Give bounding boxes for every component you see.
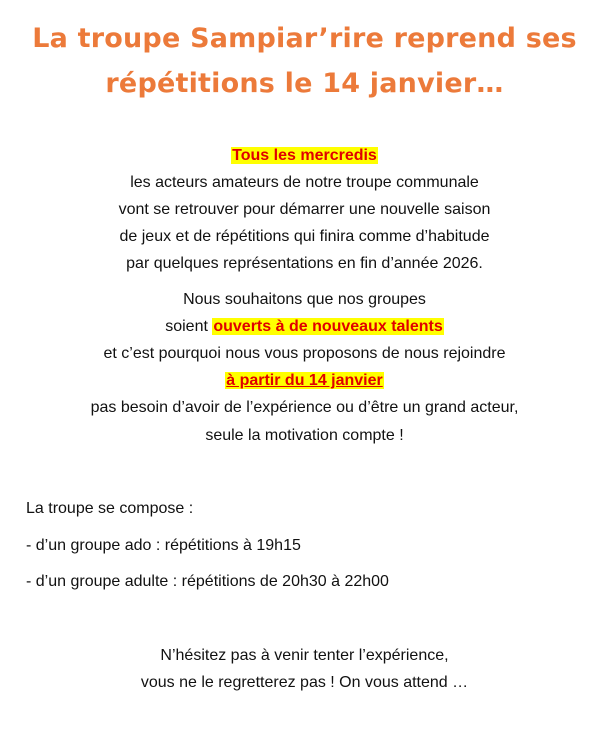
intro-line-1: les acteurs amateurs de notre troupe communale bbox=[130, 174, 479, 191]
closing-line-2: vous ne le regretterez pas ! On vous attend … bbox=[140, 674, 469, 691]
invite-line-2-prefix: soient bbox=[165, 318, 213, 335]
composition-heading: La troupe se compose : bbox=[26, 500, 194, 517]
invite-line-2 bbox=[0, 317, 609, 337]
group-ado: - d’un groupe ado : répétitions à 19h15 bbox=[26, 537, 301, 554]
schedule-day-highlight: Tous les mercredis bbox=[232, 147, 377, 164]
invite-line-5: pas besoin d’avoir de l’expérience ou d’être un grand acteur, bbox=[90, 399, 519, 416]
start-date-highlight: à partir du 14 janvier bbox=[226, 372, 383, 389]
group-adulte: - d’un groupe adulte : répétitions de 20h30 à 22h00 bbox=[26, 573, 389, 590]
closing-line-1: N’hésitez pas à venir tenter l’expérience, bbox=[160, 647, 449, 664]
invite-line-3: et c’est pourquoi nous vous proposons de nous rejoindre bbox=[103, 345, 506, 362]
invite-line-1: Nous souhaitons que nos groupes bbox=[183, 291, 426, 308]
schedule-day-line bbox=[0, 146, 609, 166]
intro-line-2: vont se retrouver pour démarrer une nouvelle saison bbox=[118, 201, 491, 218]
title-line-2: répétitions le 14 janvier… bbox=[105, 68, 504, 99]
new-talents-highlight: ouverts à de nouveaux talents bbox=[213, 318, 443, 335]
title-line-1: La troupe Sampiar’rire reprend ses bbox=[32, 23, 577, 54]
start-date-line bbox=[0, 371, 609, 391]
intro-line-4: par quelques représentations en fin d’année 2026. bbox=[126, 255, 483, 272]
intro-line-3: de jeux et de répétitions qui finira comme d’habitude bbox=[119, 228, 490, 245]
invite-line-6: seule la motivation compte ! bbox=[205, 427, 404, 444]
